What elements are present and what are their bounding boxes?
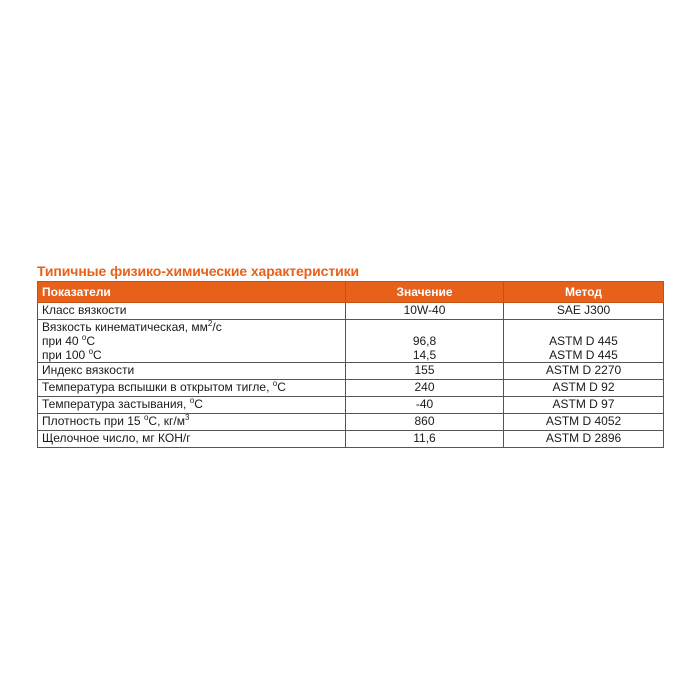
value-sub: 14,5	[412, 348, 437, 362]
value-sub: 96,8	[412, 334, 437, 348]
method-cell: ASTM D 97	[504, 397, 664, 414]
value-cell: 155	[346, 363, 504, 380]
value-cell	[346, 320, 504, 363]
method-cell	[504, 320, 664, 363]
table-row	[38, 363, 664, 380]
column-header-method: Метод	[504, 282, 664, 303]
table-row	[38, 431, 664, 448]
method-cell: SAE J300	[504, 303, 664, 320]
param-cell: Класс вязкости	[38, 303, 346, 320]
spec-sheet	[37, 262, 663, 448]
table-row	[38, 414, 664, 431]
table-row	[38, 380, 664, 397]
value-cell: 860	[346, 414, 504, 431]
param-main-line: Вязкость кинематическая, $мм^2/с$	[42, 319, 222, 334]
value-cell: -40	[346, 397, 504, 414]
method-cell: ASTM D 2896	[504, 431, 664, 448]
param-cell: Щелочное число, мг КОН/г	[38, 431, 346, 448]
value-cell: 240	[346, 380, 504, 397]
param-cell: Температура застывания, $^o$С	[38, 397, 346, 414]
table-row	[38, 397, 664, 414]
table-row	[38, 320, 664, 363]
param-sub-line: при 40 $^o$С	[42, 333, 96, 348]
method-cell: ASTM D 4052	[504, 414, 664, 431]
table-header-row	[38, 282, 664, 303]
value-cell: 11,6	[346, 431, 504, 448]
param-cell: Температура вспышки в открытом тигле, $^o$С	[38, 380, 346, 397]
table-title: Типичные физико-химические характеристики	[37, 263, 360, 279]
method-sub: ASTM D 445	[549, 348, 618, 362]
characteristics-table	[37, 281, 664, 448]
value-cell: 10W-40	[346, 303, 504, 320]
param-cell: Индекс вязкости	[38, 363, 346, 380]
param-sub-line: при 100 $^o$С	[42, 347, 102, 362]
column-header-param: Показатели	[38, 282, 346, 303]
method-cell: ASTM D 92	[504, 380, 664, 397]
param-cell	[38, 320, 346, 363]
table-row	[38, 303, 664, 320]
column-header-value: Значение	[346, 282, 504, 303]
method-cell: ASTM D 2270	[504, 363, 664, 380]
param-cell: Плотность при 15 $^o$С, $кг/м^3$	[38, 414, 346, 431]
method-sub: ASTM D 445	[549, 334, 618, 348]
